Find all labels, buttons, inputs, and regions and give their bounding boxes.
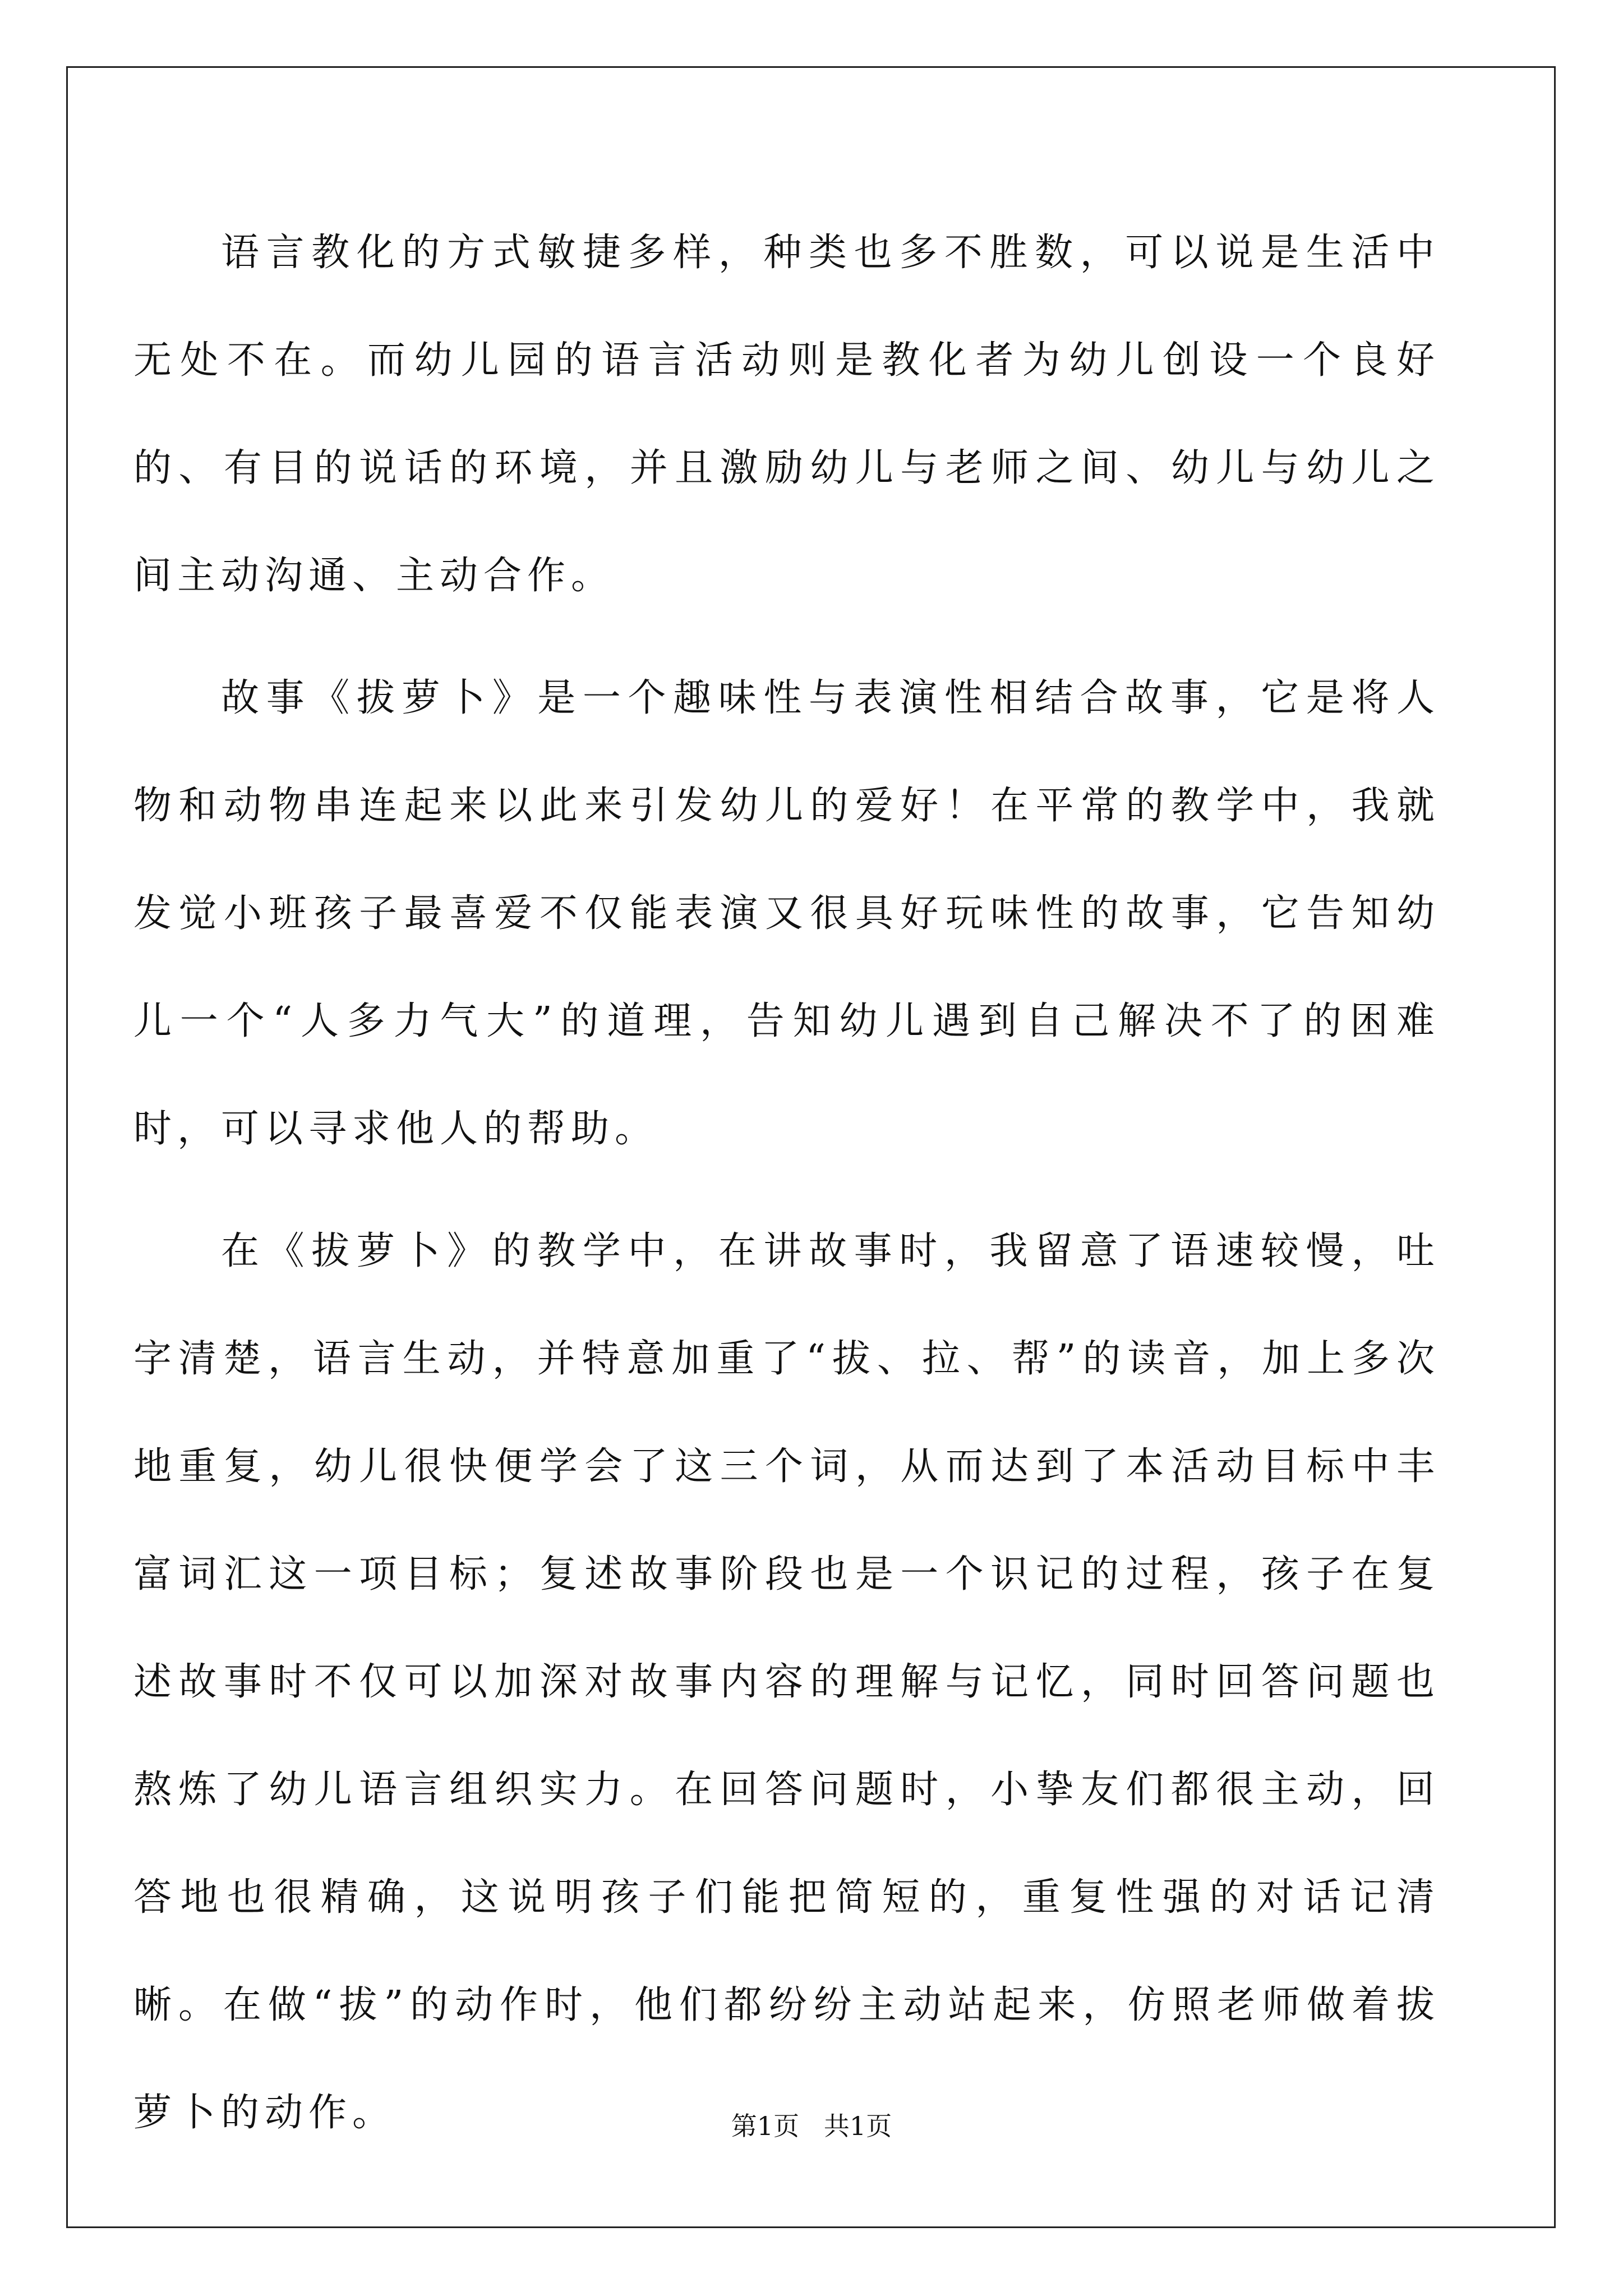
paragraph-1: 语言教化的方式敏捷多样，种类也多不胜数，可以说是生活中无处不在。而幼儿园的语言活动则是教化者为幼儿创设一个良好的、有目的说话的环境，并且激励幼儿与老师之间、幼儿与幼儿之间主动沟通、主动合作。: [133, 231, 1440, 598]
paragraph-2: 故事《拔萝卜》是一个趣味性与表演性相结合故事，它是将人物和动物串连起来以此来引发幼儿的爱好！在平常的教学中，我就发觉小班孩子最喜爱不仅能表演又很具好玩味性的故事，它告知幼儿一个“人多力气大”的道理，告知幼儿遇到自己解决不了的困难时，可以寻求他人的帮助。: [133, 676, 1440, 1151]
document-body: [133, 199, 1440, 2182]
paragraph-3: 在《拔萝卜》的教学中，在讲故事时，我留意了语速较慢，吐字清楚，语言生动，并特意加重了“拔、拉、帮”的读音，加上多次地重复，幼儿很快便学会了这三个词，从而达到了本活动目标中丰富词汇这一项目标；复述故事阶段也是一个识记的过程，孩子在复述故事时不仅可以加深对故事内容的理解与记忆，同时回答问题也熬炼了幼儿语言组织实力。在回答问题时，小挚友们都很主动，回答地也很精确，这说明孩子们能把简短的，重复性强的对话记清晰。在做“拔”的动作时，他们都纷纷主动站起来，仿照老师做着拔萝卜的动作。: [133, 1229, 1440, 2135]
page-footer: 第1页 共1页: [731, 2111, 892, 2141]
